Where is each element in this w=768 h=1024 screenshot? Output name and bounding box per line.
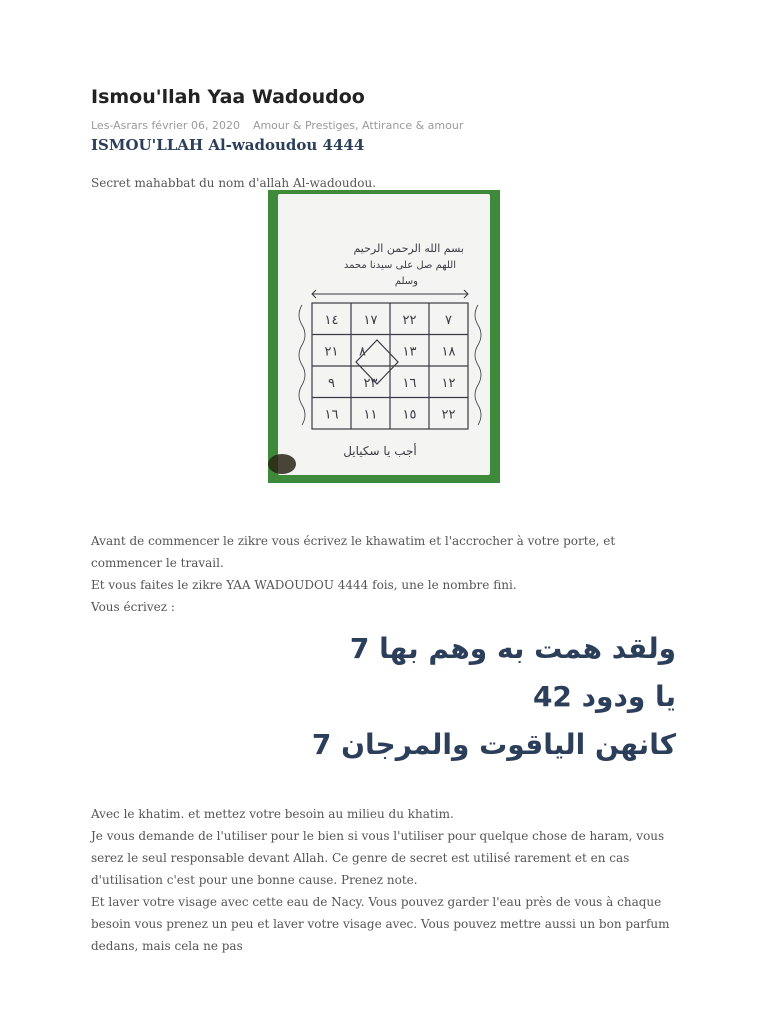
header-line: اللهم صل على سيدنا محمد (343, 260, 456, 271)
post-meta: Les-Asrars février 06, 2020 Amour & Prestiges, Attirance & amour (91, 119, 464, 132)
body-paragraph: Avant de commencer le zikre vous écrivez le khawatim et l'accrocher à votre porte, et commencer le travail. (91, 534, 616, 570)
grid-cell: ١٦ (324, 407, 339, 423)
grid-cell: ١٧ (363, 312, 378, 328)
grid-cell: ١٥ (402, 407, 417, 423)
grid-cell: ٨ (359, 344, 366, 360)
grid-cell: ٧ (445, 312, 452, 328)
arabic-verse: يا ودود 42 (532, 680, 676, 713)
footer-line: أجب يا سكيايل (343, 444, 417, 458)
header-line: وسلم (394, 276, 418, 287)
body-paragraph: Et laver votre visage avec cette eau de Nacy. Vous pouvez garder l'eau près de vous à chaque besoin vous prenez un peu et laver votre visage avec. Vous pouvez mettre aussi un bon parfum dedans, mais cela ne pas (91, 895, 670, 953)
arabic-verse: كانهن الياقوت والمرجان 7 (311, 728, 676, 761)
grid-cell: ٢١ (324, 344, 339, 360)
post-date: février 06, 2020 (151, 119, 240, 132)
arabic-verse: ولقد همت به وهم بها 7 (349, 632, 676, 665)
grid-cell: ١٢ (441, 375, 456, 391)
header-line: بسم الله الرحمن الرحيم (353, 242, 464, 255)
post-label-link[interactable]: Attirance & amour (362, 119, 464, 132)
body-paragraph: Je vous demande de l'utiliser pour le bien si vous l'utiliser pour quelque chose de haram, vous serez le seul responsable devant Allah. Ce genre de secret est utilisé rarement et en cas d'utilisation c'est pour une bonne cause. Prenez note. (91, 829, 665, 887)
post-title: Ismou'llah Yaa Wadoudoo (91, 86, 365, 108)
body-paragraph: Vous écrivez : (91, 600, 175, 614)
grid-cell: ١٣ (402, 344, 417, 360)
grid-cell: ٢٣ (363, 375, 378, 391)
intro-paragraph: Secret mahabbat du nom d'allah Al-wadoudou. (91, 176, 377, 190)
grid-cell: ١١ (363, 407, 378, 423)
khatim-photo-svg (268, 190, 500, 483)
grid-cell: ١٨ (441, 344, 456, 360)
post-subtitle: ISMOU'LLAH Al-wadoudou 4444 (91, 136, 365, 154)
post-author-link[interactable]: Les-Asrars (91, 119, 148, 132)
grid-cell: ١٤ (324, 312, 339, 328)
post-label-link[interactable]: Amour & Prestiges (252, 119, 356, 132)
body-paragraph: Et vous faites le zikre YAA WADOUDOU 4444 fois, une le nombre fini. (91, 578, 517, 592)
khatim-photo (268, 190, 500, 483)
grid-cell: ٩ (328, 375, 335, 391)
grid-cell: ٢٢ (402, 312, 417, 328)
grid-cell: ٢٢ (441, 407, 456, 423)
grid-cell: ١٦ (402, 375, 417, 391)
body-paragraph: Avec le khatim. et mettez votre besoin au milieu du khatim. (91, 807, 454, 821)
